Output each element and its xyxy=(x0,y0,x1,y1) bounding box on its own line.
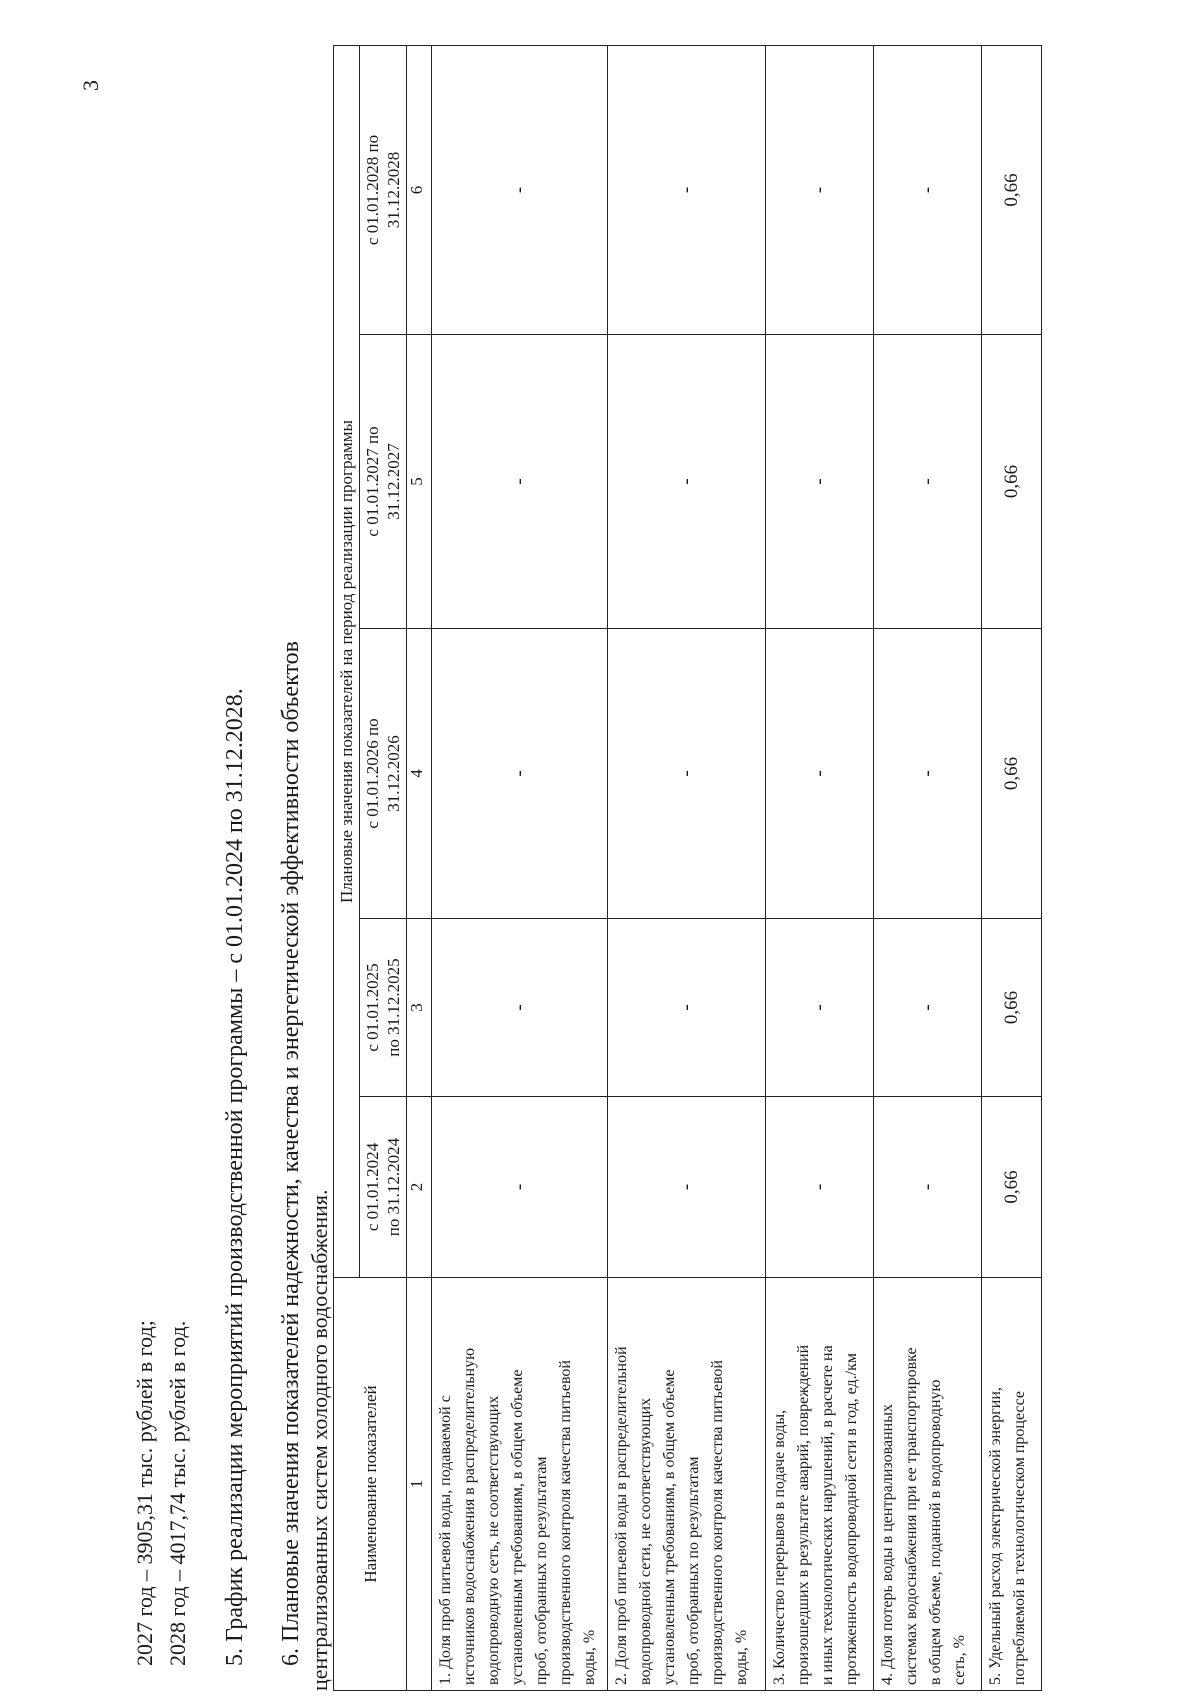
indicator-name: 2. Доля проб питьевой воды в распределительной водопроводной сети, не соответствующих установленным требованиям, в общем объеме проб, отобранных по результатам производственного контроля качества питьевой воды, % xyxy=(608,1278,766,1691)
table-row xyxy=(432,45,608,1690)
period-header: с 01.01.2028 по 31.12.2028 xyxy=(360,45,407,334)
period-header: с 01.01.2027 по 31.12.2027 xyxy=(360,335,407,629)
period-header: с 01.01.2025 по 31.12.2025 xyxy=(360,919,407,1097)
indicator-name: 4. Доля потерь воды в централизованных системах водоснабжения при ее транспортировке в общем объеме, поданной в водопроводную сеть, % xyxy=(874,1278,982,1691)
indicator-value: - xyxy=(432,45,608,334)
indicator-value: - xyxy=(608,1097,766,1278)
cost-line-2027: 2027 год – 3905,31 тыс. рублей в год; xyxy=(132,1320,157,1666)
indicator-value: 0,66 xyxy=(982,1097,1042,1278)
column-number-row xyxy=(407,45,432,1690)
indicator-value: - xyxy=(766,919,874,1097)
indicator-value: 0,66 xyxy=(982,335,1042,629)
page-number: 3 xyxy=(78,80,103,91)
table-row xyxy=(982,45,1042,1690)
indicators-table xyxy=(333,45,1042,1691)
indicator-value: - xyxy=(608,335,766,629)
indicator-value: - xyxy=(766,1097,874,1278)
indicator-value: - xyxy=(874,45,982,334)
indicator-value: 0,66 xyxy=(982,919,1042,1097)
period-header: с 01.01.2026 по 31.12.2026 xyxy=(360,629,407,919)
indicator-value: - xyxy=(766,45,874,334)
indicator-value: - xyxy=(766,629,874,919)
table-row xyxy=(874,45,982,1690)
indicator-value: - xyxy=(874,919,982,1097)
table-row xyxy=(766,45,874,1690)
indicator-value: - xyxy=(432,629,608,919)
col-number: 4 xyxy=(407,629,432,919)
col-number: 2 xyxy=(407,1097,432,1278)
indicator-value: - xyxy=(432,1097,608,1278)
indicator-value: 0,66 xyxy=(982,629,1042,919)
indicator-value: - xyxy=(608,919,766,1097)
col-number: 1 xyxy=(407,1278,432,1691)
indicator-value: - xyxy=(432,919,608,1097)
indicator-value: - xyxy=(766,335,874,629)
indicator-value: - xyxy=(874,1097,982,1278)
indicator-value: - xyxy=(874,629,982,919)
col-number: 6 xyxy=(407,45,432,334)
section-6-heading: 6. Плановые значения показателей надежности, качества и энергетической эффективности объектов xyxy=(278,641,304,1666)
indicator-name: 1. Доля проб питьевой воды, подаваемой с источников водоснабжения в распределительную водопроводную сеть, не соответствующих установленным требованиям, в общем объеме проб, отобранных по результатам производственного контроля качества питьевой воды, % xyxy=(432,1278,608,1691)
cost-line-2028: 2028 год – 4017,74 тыс. рублей в год. xyxy=(165,1320,190,1666)
indicator-name: 5. Удельный расход электрической энергии, потребляемой в технологическом процессе xyxy=(982,1278,1042,1691)
table-row xyxy=(608,45,766,1690)
col-number: 3 xyxy=(407,919,432,1097)
indicator-name: 3. Количество перерывов в подаче воды, произошедших в результате аварий, повреждений и иных технологических нарушений, в расчете на протяженность водопроводной сети в год, ед./км xyxy=(766,1278,874,1691)
section-5-heading: 5. График реализации мероприятий производственной программы – с 01.01.2024 по 31.12.2028. xyxy=(222,688,248,1666)
period-header: с 01.01.2024 по 31.12.2024 xyxy=(360,1097,407,1278)
section-6-heading-cont: централизованных систем холодного водоснабжения. xyxy=(307,1189,332,1691)
indicator-value: 0,66 xyxy=(982,45,1042,334)
indicator-value: - xyxy=(608,629,766,919)
indicator-value: - xyxy=(874,335,982,629)
group-header: Плановые значения показателей на период реализации программы xyxy=(334,45,360,1277)
indicator-value: - xyxy=(608,45,766,334)
indicator-value: - xyxy=(432,335,608,629)
name-header: Наименование показателей xyxy=(334,1278,407,1691)
col-number: 5 xyxy=(407,335,432,629)
